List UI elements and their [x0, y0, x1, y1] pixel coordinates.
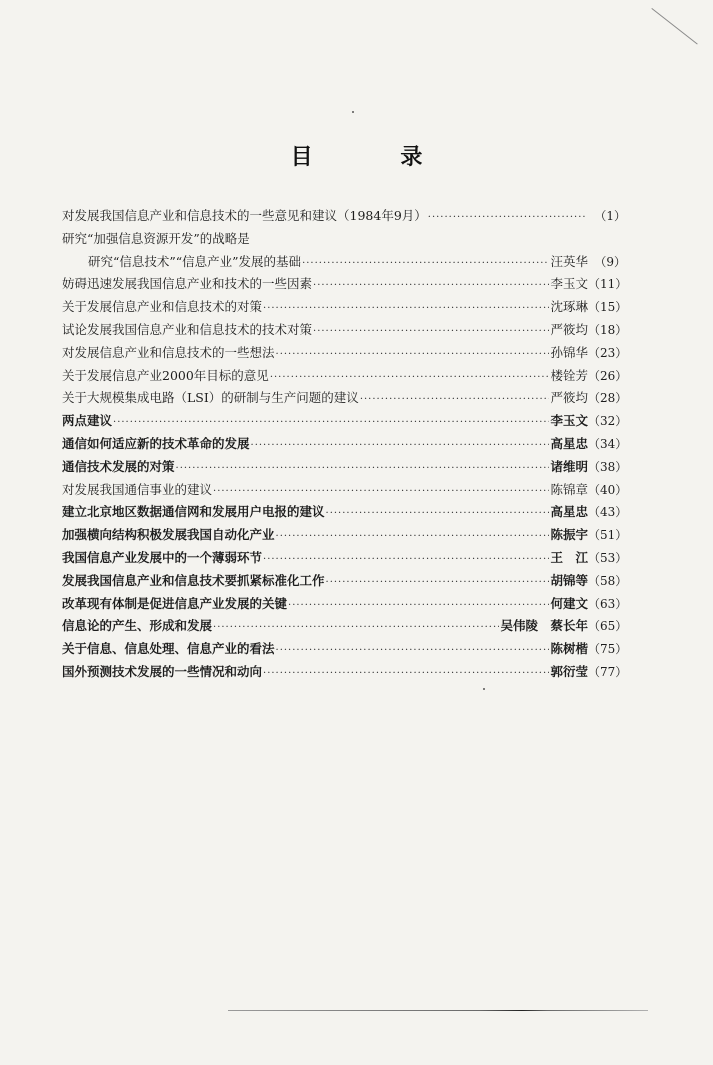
toc-entry-title: 改革现有体制是促进信息产业发展的关键	[62, 595, 288, 611]
toc-entry-author: 胡锦等	[550, 572, 588, 588]
toc-entry-page: （32）	[588, 414, 628, 429]
toc-entry-page: （11）	[588, 277, 628, 292]
toc-entry[interactable]	[62, 365, 626, 388]
toc-entry-page: （18）	[588, 322, 628, 337]
toc-leader-dots	[263, 549, 549, 572]
toc-entry-title: 研究“信息技术”“信息产业”发展的基础	[88, 253, 302, 269]
toc-entry-title: 加强横向结构积极发展我国自动化产业	[62, 527, 275, 543]
toc-entry-author: 王 江	[550, 549, 588, 565]
scan-edge-mark	[651, 8, 697, 44]
toc-entry[interactable]	[62, 273, 626, 296]
toc-entry-page: （58）	[588, 573, 628, 588]
toc-entry[interactable]	[62, 433, 626, 456]
toc-entry-page: （9）	[594, 254, 626, 269]
toc-leader-dots	[251, 435, 550, 458]
toc-leader-dots	[276, 526, 550, 549]
toc-leader-dots	[288, 595, 549, 618]
toc-entry-title: 妨碍迅速发展我国信息产业和技术的一些因素	[62, 276, 313, 292]
page-title: 目 录	[290, 144, 463, 170]
toc-entry[interactable]	[62, 615, 626, 638]
toc-entry[interactable]	[62, 524, 626, 547]
toc-entry-title: 关于大规模集成电路（LSI）的研制与生产问题的建议	[62, 390, 359, 406]
toc-entry[interactable]	[62, 456, 626, 479]
toc-entry[interactable]	[62, 501, 626, 524]
toc-leader-dots	[263, 663, 549, 686]
toc-entry-title: 试论发展我国信息产业和信息技术的技术对策	[62, 321, 313, 337]
toc-entry-page: （34）	[588, 436, 628, 451]
toc-entry-author: 孙锦华	[550, 344, 588, 360]
toc-entry[interactable]	[62, 638, 626, 661]
toc-entry-page: （38）	[588, 459, 628, 474]
toc-entry-author: 李玉文	[550, 276, 588, 292]
toc-entry-author: 陈锦章	[550, 481, 588, 497]
toc-leader-dots	[213, 481, 549, 504]
toc-entry-title: 对发展我国信息产业和信息技术的一些意见和建议（1984年9月）	[62, 208, 427, 223]
toc-entry[interactable]	[62, 228, 626, 251]
toc-entry[interactable]	[62, 251, 626, 274]
toc-entry-author: 严筱均	[550, 390, 588, 406]
toc-entry-page: （23）	[588, 345, 628, 360]
toc-entry-author: 李玉文	[550, 413, 588, 429]
toc-entry[interactable]	[62, 410, 626, 433]
table-of-contents	[62, 205, 626, 684]
toc-entry-title: 关于发展信息产业和信息技术的对策	[62, 299, 263, 315]
toc-entry-title: 信息论的产生、形成和发展	[62, 618, 213, 634]
toc-entry-page: （63）	[588, 596, 628, 611]
toc-entry-page: （53）	[588, 550, 628, 565]
toc-entry-page: （28）	[588, 391, 628, 406]
toc-entry-author: 楼铨芳	[550, 367, 588, 383]
toc-entry-title: 发展我国信息产业和信息技术要抓紧标准化工作	[62, 572, 325, 588]
toc-entry[interactable]	[62, 661, 626, 684]
toc-leader-dots	[302, 253, 549, 276]
toc-entry[interactable]	[62, 296, 626, 319]
toc-entry-author: 陈树楷	[550, 641, 588, 657]
toc-entry-page: （65）	[588, 619, 628, 634]
toc-entry[interactable]	[62, 593, 626, 616]
toc-leader-dots	[326, 572, 550, 595]
toc-leader-dots	[326, 503, 550, 526]
toc-entry-title: 建立北京地区数据通信网和发展用户电报的建议	[62, 504, 325, 520]
toc-entry-title: 关于发展信息产业2000年目标的意见	[62, 367, 269, 383]
toc-entry[interactable]	[62, 387, 626, 410]
toc-entry-author: 诸维明	[550, 458, 588, 474]
toc-entry-page: （77）	[588, 664, 628, 679]
scan-speck	[483, 688, 485, 690]
toc-entry[interactable]	[62, 319, 626, 342]
toc-entry-author: 沈琢琳	[550, 299, 588, 315]
toc-leader-dots	[213, 617, 499, 640]
toc-entry-page: （15）	[588, 300, 628, 315]
toc-entry-title: 通信技术发展的对策	[62, 458, 175, 474]
toc-entry-title: 对发展我国通信事业的建议	[62, 481, 213, 497]
toc-leader-dots	[313, 321, 549, 344]
toc-leader-dots	[276, 344, 550, 367]
toc-leader-dots	[313, 275, 549, 298]
toc-entry-title: 关于信息、信息处理、信息产业的看法	[62, 641, 275, 657]
toc-leader-dots	[360, 389, 550, 412]
toc-entry-title: 对发展信息产业和信息技术的一些想法	[62, 344, 275, 360]
toc-leader-dots	[263, 298, 549, 321]
toc-entry-title: 通信如何适应新的技术革命的发展	[62, 435, 250, 451]
toc-entry-page: （40）	[588, 482, 628, 497]
toc-entry-title: 两点建议	[62, 413, 113, 429]
toc-leader-dots	[113, 412, 549, 435]
scan-speck	[352, 111, 354, 113]
toc-entry-author: 严筱均	[550, 321, 588, 337]
bottom-rule	[228, 1010, 648, 1011]
toc-entry-author: 郭衍莹	[550, 663, 588, 679]
toc-entry-title: 我国信息产业发展中的一个薄弱环节	[62, 549, 263, 565]
toc-entry-page: （1）	[594, 209, 626, 223]
toc-entry-page: （75）	[588, 642, 628, 657]
toc-entry[interactable]	[62, 547, 626, 570]
toc-entry[interactable]	[62, 570, 626, 593]
toc-entry-page: （43）	[588, 505, 628, 520]
toc-entry[interactable]	[62, 479, 626, 502]
toc-entry-page: （26）	[588, 368, 628, 383]
toc-entry-author: 吴伟陵 蔡长年	[500, 618, 588, 634]
toc-leader-dots	[270, 367, 550, 390]
toc-entry-author: 高星忠	[550, 504, 588, 520]
toc-leader-dots	[428, 207, 587, 230]
toc-entry-author: 何建文	[550, 595, 588, 611]
toc-leader-dots	[276, 640, 550, 663]
toc-entry-author: 汪英华	[550, 253, 588, 269]
toc-entry-author: 陈振宇	[550, 527, 588, 543]
toc-entry[interactable]	[62, 342, 626, 365]
toc-entry[interactable]	[62, 205, 626, 228]
toc-leader-dots	[176, 458, 550, 481]
toc-entry-page: （51）	[588, 528, 628, 543]
toc-entry-title: 国外预测技术发展的一些情况和动向	[62, 663, 263, 679]
toc-entry-author: 高星忠	[550, 435, 588, 451]
toc-entry-title: 研究“加强信息资源开发”的战略是	[62, 230, 250, 246]
